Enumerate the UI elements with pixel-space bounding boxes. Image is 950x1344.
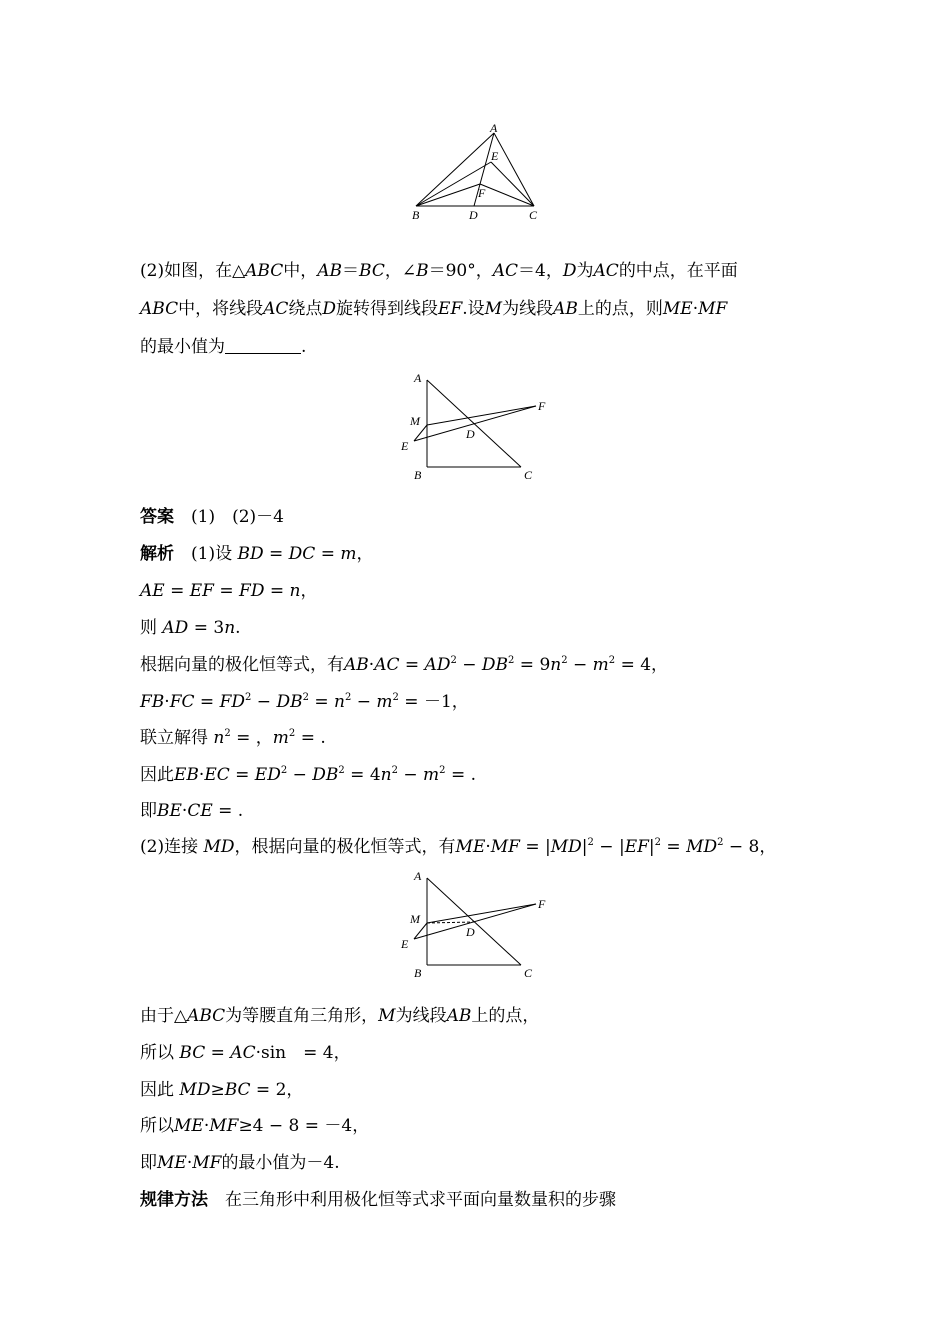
segment-ef (414, 904, 536, 939)
label-f: F (478, 186, 486, 200)
solution-line8: 即BE·CE = . (140, 801, 244, 821)
label-d: D (466, 925, 475, 939)
label-a: A (414, 371, 422, 385)
problem2-line2: ABC中，将线段AC绕点D旋转得到线段EF.设M为线段AB上的点，则ME·MF (140, 299, 728, 319)
segment-ac (494, 133, 534, 206)
label-e: E (401, 937, 409, 951)
solution-label: 解析 (140, 544, 174, 564)
label-d: D (469, 208, 478, 222)
solution-line4: 根据向量的极化恒等式，有$AB\cdot AC = AD^2 - DB^2 = 9n^2 - m^2 = 4$， (140, 655, 669, 675)
label-d: D (466, 427, 475, 441)
solution-line7: 因此$EB\cdot EC = ED^2 - DB^2 = 4n^2 - m^2$ = . (140, 765, 477, 785)
label-f: F (538, 399, 546, 413)
problem2-line1: (2)如图，在△ABC中，AB＝BC，∠B＝90°，AC＝4，D为AC的中点，在平面 (140, 261, 738, 281)
problem2-line3: 的最小值为 . (140, 337, 307, 357)
label-b: B (412, 208, 420, 222)
label-a: A (490, 121, 498, 135)
answer-blank (225, 337, 301, 354)
segment-fc (480, 184, 534, 206)
method-line: 规律方法 在三角形中利用极化恒等式求平面向量数量积的步骤 (140, 1190, 616, 1210)
solution-line5: $FB\cdot FC = FD^2 - DB^2 = n^2 - m^2 = -1$， (140, 692, 469, 712)
figure-rotation-ef-with-md (392, 866, 562, 984)
method-label: 规律方法 (140, 1190, 208, 1210)
solution-line2: AE = EF = FD = n， (140, 581, 318, 601)
label-e: E (401, 439, 409, 453)
label-c: C (524, 966, 533, 980)
cont-line1: 由于△ABC为等腰直角三角形，M为线段AB上的点， (140, 1006, 540, 1026)
label-m: M (410, 912, 420, 926)
label-c: C (524, 468, 533, 482)
solution-line1: 解析 (1)设 BD = DC = m， (140, 544, 374, 564)
label-m: M (410, 414, 420, 428)
label-a: A (414, 869, 422, 883)
figure-triangle-abc-def (405, 120, 555, 225)
solution-line6: 联立解得 $n^2$ = ，$m^2$ = . (140, 728, 326, 748)
cont-line2: 所以 BC = AC·sin = 4， (140, 1043, 351, 1063)
cont-line5: 即ME·MF的最小值为－4. (140, 1153, 340, 1173)
solution-line9: (2)连接 MD，根据向量的极化恒等式，有$ME\cdot MF = |MD|^2 - |EF|^2 = MD^2 - 8$， (140, 837, 777, 857)
figure-rotation-ef (392, 368, 562, 486)
cont-line3: 因此 MD≥BC = 2， (140, 1080, 304, 1100)
label-b: B (414, 468, 422, 482)
segment-ef (414, 406, 536, 441)
label-b: B (414, 966, 422, 980)
cont-line4: 所以ME·MF≥4 − 8 = －4， (140, 1116, 370, 1136)
label-f: F (538, 897, 546, 911)
answer-label: 答案 (140, 507, 174, 527)
solution-line3: 则 AD = 3n. (140, 618, 241, 638)
label-c: C (529, 208, 538, 222)
label-e: E (491, 149, 499, 163)
segment-ec (491, 162, 534, 206)
answer-line: 答案 (1) (2)－4 (140, 507, 284, 527)
